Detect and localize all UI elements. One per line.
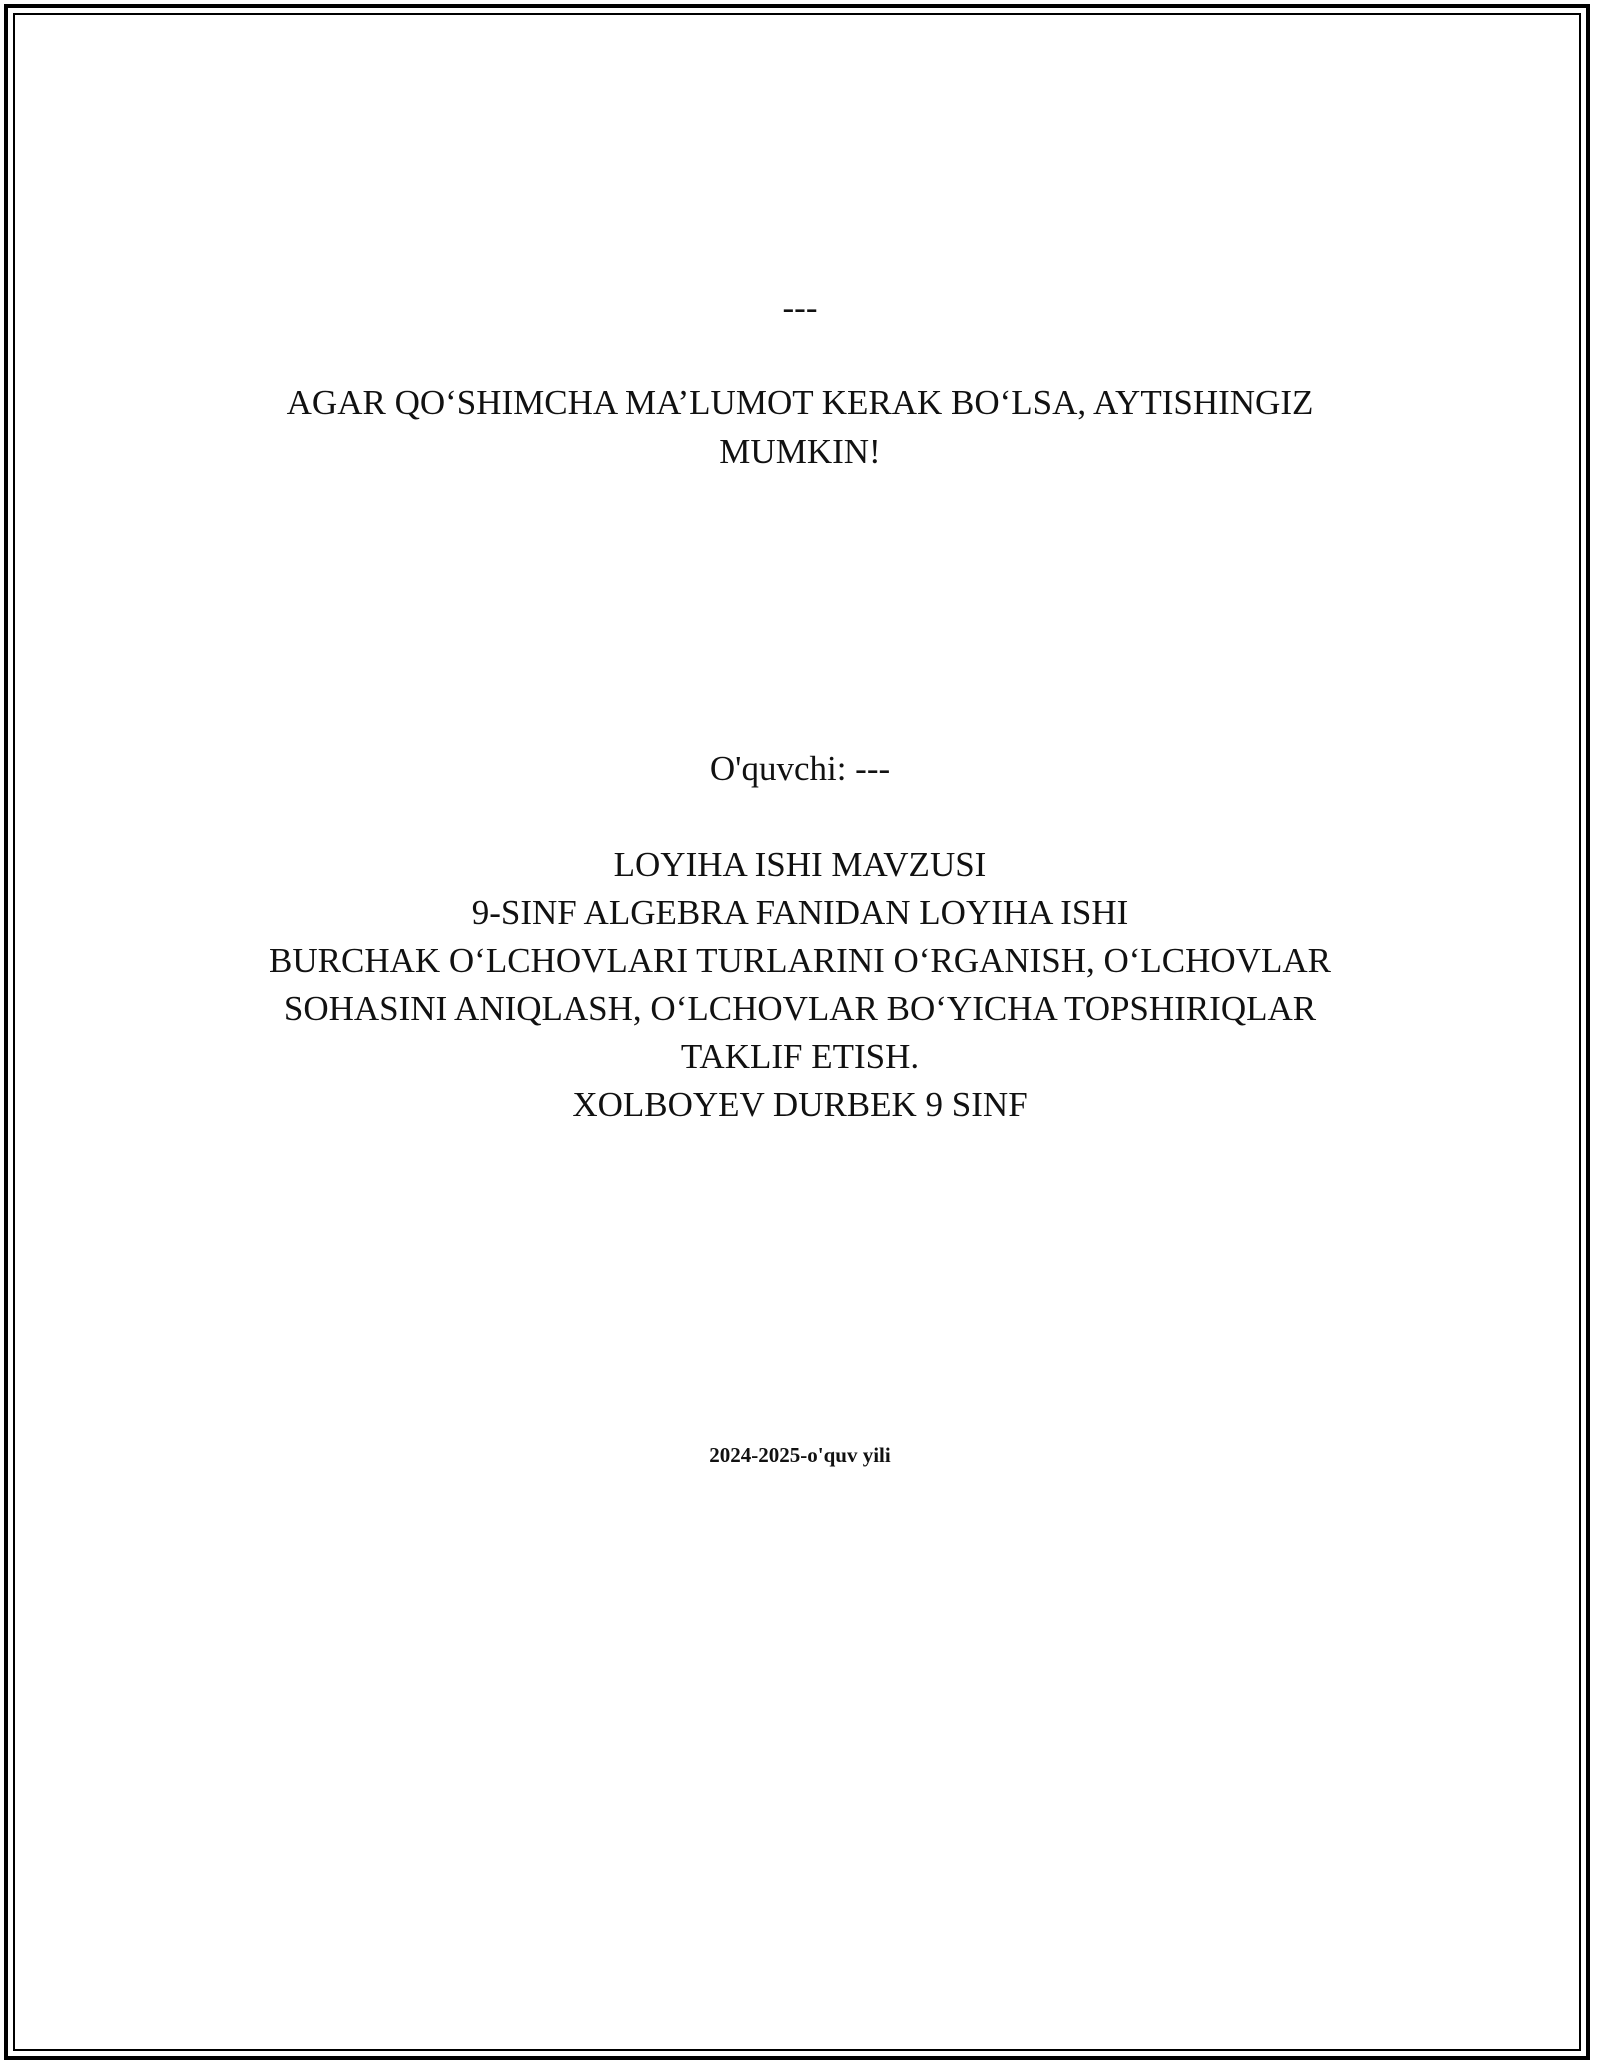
top-separator: --- <box>782 288 818 327</box>
notice-line-1: AGAR QO‘SHIMCHA MA’LUMOT KERAK BO‘LSA, AYTISHINGIZ <box>286 383 1314 422</box>
project-title-line-3: BURCHAK O‘LCHOVLARI TURLARINI O‘RGANISH, O‘LCHOVLAR <box>269 941 1331 980</box>
project-title-line-4: SOHASINI ANIQLASH, O‘LCHOVLAR BO‘YICHA TOPSHIRIQLAR <box>283 989 1317 1028</box>
project-title-line-5: TAKLIF ETISH. <box>680 1037 920 1076</box>
project-title-line-2: 9-SINF ALGEBRA FANIDAN LOYIHA ISHI <box>471 893 1129 932</box>
student-line: O'quvchi: --- <box>709 749 891 788</box>
project-title-line-6: XOLBOYEV DURBEK 9 SINF <box>572 1085 1028 1124</box>
project-title-line-1: LOYIHA ISHI MAVZUSI <box>613 845 987 884</box>
academic-year: 2024-2025-o'quv yili <box>709 1443 891 1467</box>
notice-line-2: MUMKIN! <box>719 432 881 471</box>
